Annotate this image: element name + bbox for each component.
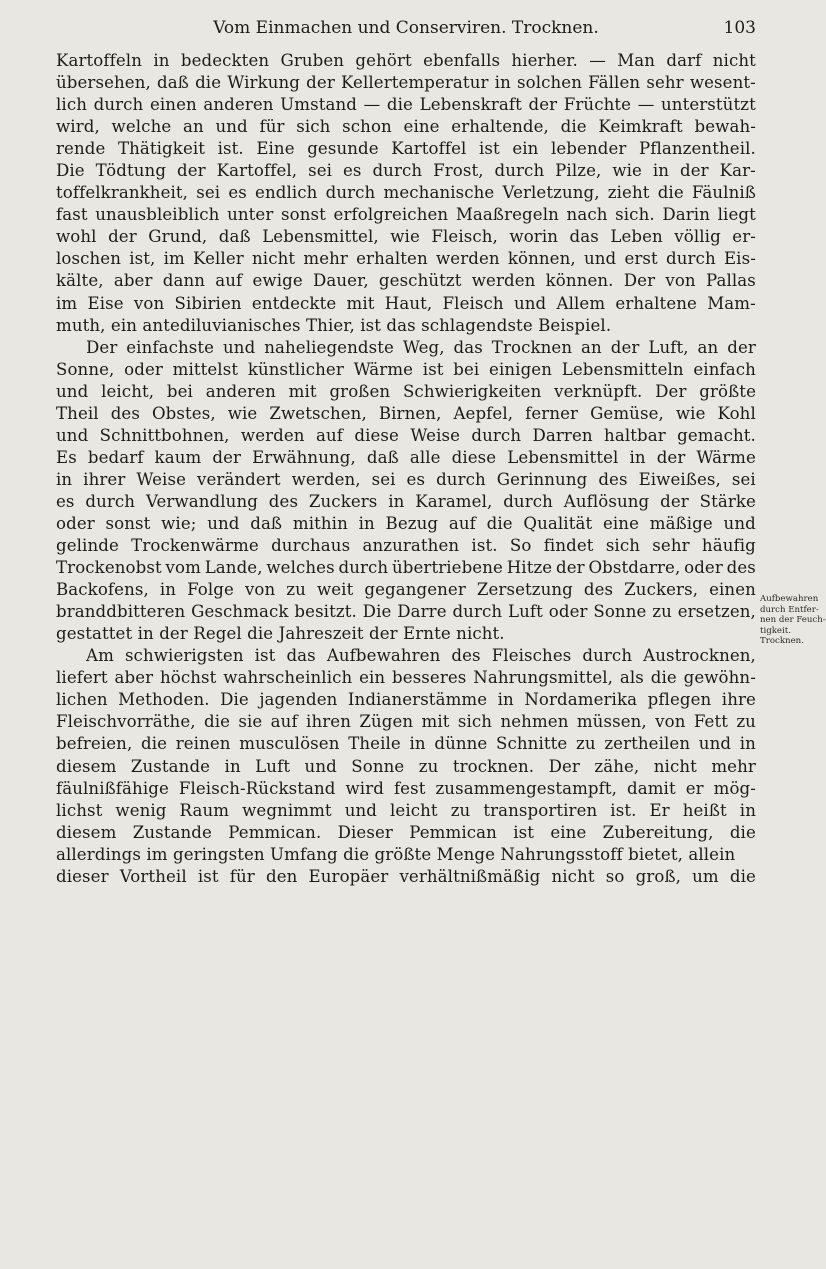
text-line: und leicht, bei anderen mit großen Schwierigkeiten verknüpft. Der größte: [56, 381, 756, 401]
margin-note-line: Trocknen.: [760, 636, 804, 647]
margin-note-line: tigkeit.: [760, 625, 791, 636]
text-line: im Eise von Sibirien entdeckte mit Haut, Fleisch und Allem erhaltene Mam-: [56, 293, 756, 313]
text-line: lichen Methoden. Die jagenden Indianerstämme in Nordamerika pflegen ihre: [56, 690, 756, 710]
text-line: diesem Zustande in Luft und Sonne zu trocknen. Der zähe, nicht mehr: [56, 756, 756, 776]
text-line: Es bedarf kaum der Erwähnung, daß alle diese Lebensmittel in der Wärme: [56, 447, 756, 467]
text-line: dieser Vortheil ist für den Europäer verhältnißmäßig nicht so groß, um die: [56, 866, 756, 886]
text-line: muth, ein antediluvianisches Thier, ist das schlagendste Beispiel.: [56, 315, 612, 335]
text-line: oder sonst wie; und daß mithin in Bezug auf die Qualität eine mäßige und: [56, 513, 756, 533]
text-line: gelinde Trockenwärme durchaus anzurathen ist. So findet sich sehr häufig: [56, 536, 756, 556]
margin-note: [760, 594, 826, 647]
text-line: und Schnittbohnen, werden auf diese Weise durch Darren haltbar gemacht.: [56, 425, 756, 445]
margin-note-line: durch Entfer-: [760, 604, 819, 615]
text-line: Die Tödtung der Kartoffel, sei es durch Frost, durch Pilze, wie in der Kar-: [56, 161, 756, 181]
text-line: liefert aber höchst wahrscheinlich ein besseres Nahrungsmittel, als die gewöhn-: [56, 668, 756, 688]
text-line: übersehen, daß die Wirkung der Kellertemperatur in solchen Fällen sehr wesent-: [56, 73, 756, 93]
text-line: Backofens, in Folge von zu weit gegangener Zersetzung des Zuckers, einen: [56, 580, 756, 600]
text-line: toffelkrankheit, sei es endlich durch mechanische Verletzung, zieht die Fäulniß: [56, 183, 756, 203]
text-line: Theil des Obstes, wie Zwetschen, Birnen, Aepfel, ferner Gemüse, wie Kohl: [56, 403, 756, 423]
running-header: [56, 14, 756, 44]
text-line: diesem Zustande Pemmican. Dieser Pemmican ist eine Zubereitung, die: [56, 822, 756, 842]
text-line: befreien, die reinen musculösen Theile in dünne Schnitte zu zertheilen und in: [56, 734, 756, 754]
text-line: Trockenobst vom Lande, welches durch übertriebene Hitze der Obstdarre, oder des: [56, 558, 756, 578]
text-line: wird, welche an und für sich schon eine erhaltende, die Keimkraft bewah-: [56, 117, 756, 137]
text-line: Der einfachste und naheliegendste Weg, das Trocknen an der Luft, an der: [86, 337, 756, 357]
running-title: Vom Einmachen und Conserviren. Trocknen.: [213, 18, 599, 38]
text-line: rende Thätigkeit ist. Eine gesunde Kartoffel ist ein lebender Pflanzentheil.: [56, 139, 756, 159]
text-line: Am schwierigsten ist das Aufbewahren des Fleisches durch Austrocknen,: [86, 646, 756, 666]
margin-note-line: nen der Feuch-: [760, 615, 826, 626]
text-line: fäulnißfähige Fleisch-Rückstand wird fest zusammengestampft, damit er mög-: [56, 778, 756, 798]
text-line: lichst wenig Raum wegnimmt und leicht zu transportiren ist. Er heißt in: [56, 800, 756, 820]
text-line: fast unausbleiblich unter sonst erfolgreichen Maaßregeln nach sich. Darin liegt: [56, 205, 756, 225]
margin-note-line: Aufbewahren: [760, 594, 819, 604]
text-line: in ihrer Weise verändert werden, sei es durch Gerinnung des Eiweißes, sei: [56, 469, 756, 489]
text-line: branddbitteren Geschmack besitzt. Die Darre durch Luft oder Sonne zu ersetzen,: [56, 602, 756, 622]
body-text: [56, 50, 756, 888]
text-line: allerdings im geringsten Umfang die größte Menge Nahrungsstoff bietet, allein: [56, 844, 736, 864]
text-line: Fleischvorräthe, die sie auf ihren Zügen mit sich nehmen müssen, von Fett zu: [56, 712, 756, 732]
text-line: Sonne, oder mittelst künstlicher Wärme ist bei einigen Lebensmitteln einfach: [56, 359, 756, 379]
text-line: kälte, aber dann auf ewige Dauer, geschützt werden können. Der von Pallas: [56, 271, 756, 291]
text-line: es durch Verwandlung des Zuckers in Karamel, durch Auflösung der Stärke: [56, 491, 756, 511]
text-line: lich durch einen anderen Umstand — die Lebenskraft der Früchte — unterstützt: [56, 95, 756, 115]
text-line: gestattet in der Regel die Jahreszeit der Ernte nicht.: [56, 624, 505, 644]
page-number: 103: [723, 18, 756, 38]
text-line: Kartoffeln in bedeckten Gruben gehört ebenfalls hierher. — Man darf nicht: [56, 51, 756, 70]
text-line: loschen ist, im Keller nicht mehr erhalten werden können, und erst durch Eis-: [56, 249, 756, 269]
text-line: wohl der Grund, daß Lebensmittel, wie Fleisch, worin das Leben völlig er-: [56, 227, 756, 247]
